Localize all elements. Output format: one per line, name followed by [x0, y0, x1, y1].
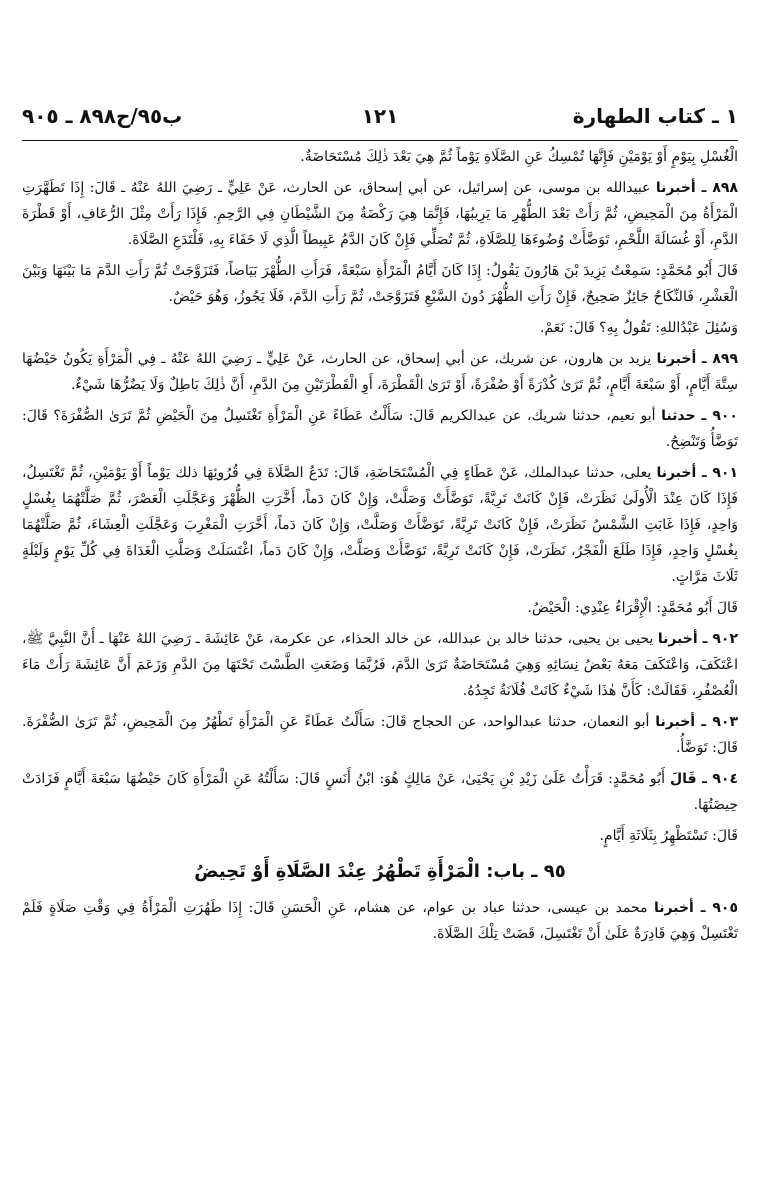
page-body — [22, 144, 738, 952]
paragraph-text: أَبُو مُحَمَّدٍ: قَرَأْتُ عَلَىٰ زَيْدِ بْنِ يَحْيَىٰ، عَنْ مَالِكٍ هُوَ: ابْنُ أَنَسٍ قَالَ: سَأَلْتُهُ عَنِ الْمَرْأَةِ كَانَ حَيْضُهَا سَبْعَةَ أَيَّامٍ فَزَادَتْ حِيضَتُهَا. — [22, 771, 738, 813]
paragraph — [22, 766, 738, 818]
paragraph — [22, 144, 738, 170]
paragraph-text: قَالَ أَبُو مُحَمَّدٍ: سَمِعْتُ يَزِيدَ بْنَ هَارُونَ يَقُولُ: إِذَا كَانَ أَيَّامُ الْمَرْأَةِ سَبْعَةً، فَرَأَتِ الطُّهْرَ بَيَاضاً، فَتَزَوَّجَتْ ثُمَّ رَأَتِ الدَّمَ مَا بَيْنَهَا وَبَيْنَ الْعَشْرِ، فَالنِّكَاحُ جَائِزٌ صَحِيحٌ، فَإِنْ رَأَتِ الطُّهْرَ دُونَ السَّبْعِ فَتَزَوَّجَتْ، ثُمَّ رَأَتِ الدَّمَ، فَلَا يَجُوزُ، وَهُوَ حَيْضٌ. — [22, 263, 738, 305]
paragraph-lead: ٩٠٤ ـ قَالَ — [670, 771, 739, 787]
page-number: ١٢١ — [361, 104, 399, 128]
paragraph — [22, 403, 738, 455]
paragraph-text: الْغُسْلِ بِيَوْمٍ أَوْ يَوْمَيْنِ فَإِنَّهَا تُمْسِكُ عَنِ الصَّلَاةِ يَوْماً ثُمَّ هِيَ بَعْدَ ذٰلِكَ مُسْتَحَاضَةٌ. — [300, 149, 738, 165]
paragraph-text: يعلى، حدثنا عبدالملك، عَنْ عَطَاءٍ فِي الْمُسْتَحَاضَةِ، قَالَ: تَدَعُ الصَّلَاةَ فِي قُرُوئِهَا ذلك يَوْماً أَوْ يَوْمَيْنِ، ثُمَّ تَغْتَسِلُ، فَإِذَا كَانَ عِنْدَ الْأُولَىٰ نَظَرَتْ، فَإِنْ كَانَتْ تَرِيَّةً، تَوَضَّأَتْ وَصَلَّتْ، وَإِنْ كَانَ دَماً، أَخَّرَتِ الظُّهْرَ وَعَجَّلَتِ الْعَصْرَ، ثُمَّ صَلَّتْهُمَا بِغُسْلٍ وَاحِدٍ، فَإِذَا غَابَتِ الشَّمْسُ نَظَرَتْ، فَإِنْ كَانَتْ تَرِيَّةً، تَوَضَّأَتْ وَصَلَّتْ، وَإِنْ كَانَ دَماً، أَخَّرَتِ الْمَغْرِبَ وَعَجَّلَتِ الْعِشَاءَ، ثُمَّ صَلَّتْهُمَا بِغُسْلٍ وَاحِدٍ، فَإِذَا طَلَعَ الْفَجْرُ، نَظَرَتْ، فَإِنْ كَانَتْ تَرِيَّةً، تَوَضَّأَتْ وَصَلَّتْ، وَإِنْ كَانَ دَماً، اغْتَسَلَتْ وَصَلَّتِ الْغَدَاةَ فِي كُلِّ يَوْمٍ وَلَيْلَةٍ ثَلَاثَ مَرَّاتٍ. — [22, 465, 738, 585]
book-title: ١ ـ كتاب الطهارة — [572, 104, 738, 128]
paragraph-text: محمد بن عيسى، حدثنا عباد بن عوام، عن هشام، عَنِ الْحَسَنِ قَالَ: إِذَا طَهُرَتِ الْمَرْأَةُ فِي وَقْتِ صَلَاةٍ فَلَمْ تَغْتَسِلْ وَهِيَ قَادِرَةٌ عَلَىٰ أَنْ تَغْتَسِلَ، قَضَتْ تِلْكَ الصَّلَاةَ. — [22, 900, 738, 942]
paragraph-text: أبو النعمان، حدثنا عبدالواحد، عن الحجاج قَالَ: سَأَلْتُ عَطَاءً عَنِ الْمَرْأَةِ تَطْهُرُ مِنَ الْمَحِيضِ، ثُمَّ تَرَىٰ الصُّفْرَةَ. قَالَ: تَوَضَّأُ. — [22, 714, 738, 756]
paragraph-text: وَسُئِلَ عَبْدُاللهِ: تَقُولُ بِهِ؟ قَالَ: نَعَمْ. — [540, 320, 738, 336]
paragraph — [22, 823, 738, 849]
paragraph-text: يحيى بن يحيى، حدثنا خالد بن عبدالله، عن خالد الحذاء، عن عكرمة، عَنْ عَائِشَةَ ـ رَضِيَ اللهُ عَنْهَا ـ أَنَّ النَّبِيَّ ﷺ، اعْتَكَفَ، وَاعْتَكَفَ مَعَهُ بَعْضُ نِسَائِهِ وَهِيَ مُسْتَحَاضَةٌ تَرَىٰ الدَّمَ، فَرُبَّمَا وَضَعَتِ الطَّسْتَ تَحْتَهَا مِنَ الدَّمِ وَزَعَمَ أَنَّ عَائِشَةَ رَأَتْ مَاءَ الْعُصْفُرِ، فَقَالَتْ: كَأَنَّ هٰذَا شَيْءٌ كَانَتْ فُلَانَةُ تَجِدُهُ. — [22, 631, 738, 699]
paragraph — [22, 315, 738, 341]
paragraph-lead: ٩٠٣ ـ أخبرنا — [655, 714, 739, 730]
page-header — [22, 96, 738, 136]
paragraph — [22, 460, 738, 590]
paragraph-lead: ٨٩٩ ـ أخبرنا — [656, 351, 738, 367]
paragraph — [22, 626, 738, 704]
header-divider — [22, 140, 738, 141]
paragraph-lead: ٩٠٢ ـ أخبرنا — [657, 631, 739, 647]
paragraph-text: قَالَ: تَسْتَظْهِرُ بِثَلَاثَةِ أَيَّامٍ. — [599, 828, 738, 844]
paragraph-lead: ٩٠٠ ـ حدثنا — [661, 408, 738, 424]
paragraph-lead: ٩٠٥ ـ أخبرنا — [654, 900, 738, 916]
paragraph — [22, 709, 738, 761]
paragraph — [22, 895, 738, 947]
paragraph — [22, 175, 738, 253]
paragraph-text: أبو نعيم، حدثنا شريك، عن عبدالكريم قَالَ: سَأَلْتُ عَطَاءً عَنِ الْمَرْأَةِ تَغْتَسِلُ مِنَ الْحَيْضِ ثُمَّ تَرَىٰ الصُّفْرَةَ؟ قَالَ: تَوَضَّأُ وَتَنْضِحُ. — [22, 408, 738, 450]
paragraph — [22, 595, 738, 621]
paragraph-text: يزيد بن هارون، عن شريك، عن أبي إسحاق، عن الحارث، عَنْ عَلِيٍّ ـ رَضِيَ اللهُ عَنْهُ ـ فِي الْمَرْأَةِ يَكُونُ حَيْضُهَا سِتَّةَ أَيَّامٍ، أَوْ سَبْعَةَ أَيَّامٍ، ثُمَّ تَرَىٰ كُدْرَةً أَوْ صُفْرَةً، أَوْ تَرَىٰ الْقَطْرَةَ، أَوِ الْقَطْرَتَيْنِ مِنَ الدَّمِ، أَنَّ ذٰلِكَ بَاطِلٌ وَلَا يَضُرُّهَا شَيْءٌ. — [22, 351, 738, 393]
paragraph-lead: ٨٩٨ ـ أخبرنا — [655, 180, 738, 196]
paragraph-lead: ٩٠١ ـ أخبرنا — [656, 465, 739, 481]
paragraph-text: عبيدالله بن موسى، عن إسرائيل، عن أبي إسحاق، عن الحارث، عَنْ عَلِيٍّ ـ رَضِيَ اللهُ عَنْهُ ـ قَالَ: إِذَا تَطَهَّرَتِ الْمَرْأَةُ مِنَ الْمَحِيضِ، ثُمَّ رَأَتْ بَعْدَ الطُّهْرِ مَا يَرِيبُهَا، فَإِنَّمَا هِيَ رَكْضَةٌ مِنَ الشَّيْطَانِ فِي الرَّحِمِ. فَإِذَا رَأَتْ مِثْلَ الرُّعَافِ، أَوْ قَطْرَةَ الدَّمِ، أَوْ غُسَالَةَ اللَّحْمِ، تَوَضَّأَتْ وُضُوءَهَا لِلصَّلَاةِ، ثُمَّ تُصَلِّي فَإِنْ كَانَ الدَّمُ عَبِيطاً الَّذِي لَا خَفَاءَ بِهِ، فَلْتَدَعِ الصَّلَاةَ. — [22, 180, 738, 248]
hadith-range: ب٩٥/ح٨٩٨ ـ ٩٠٥ — [22, 104, 183, 128]
paragraph — [22, 258, 738, 310]
paragraph-text: قَالَ أَبُو مُحَمَّدٍ: الْإِقْرَاءُ عِنْدِي: الْحَيْضُ. — [527, 600, 738, 616]
chapter-heading: ٩٥ ـ باب: الْمَرْأَةِ تَطْهُرُ عِنْدَ الصَّلَاةِ أَوْ تَحِيضُ — [194, 861, 566, 882]
paragraph — [22, 346, 738, 398]
